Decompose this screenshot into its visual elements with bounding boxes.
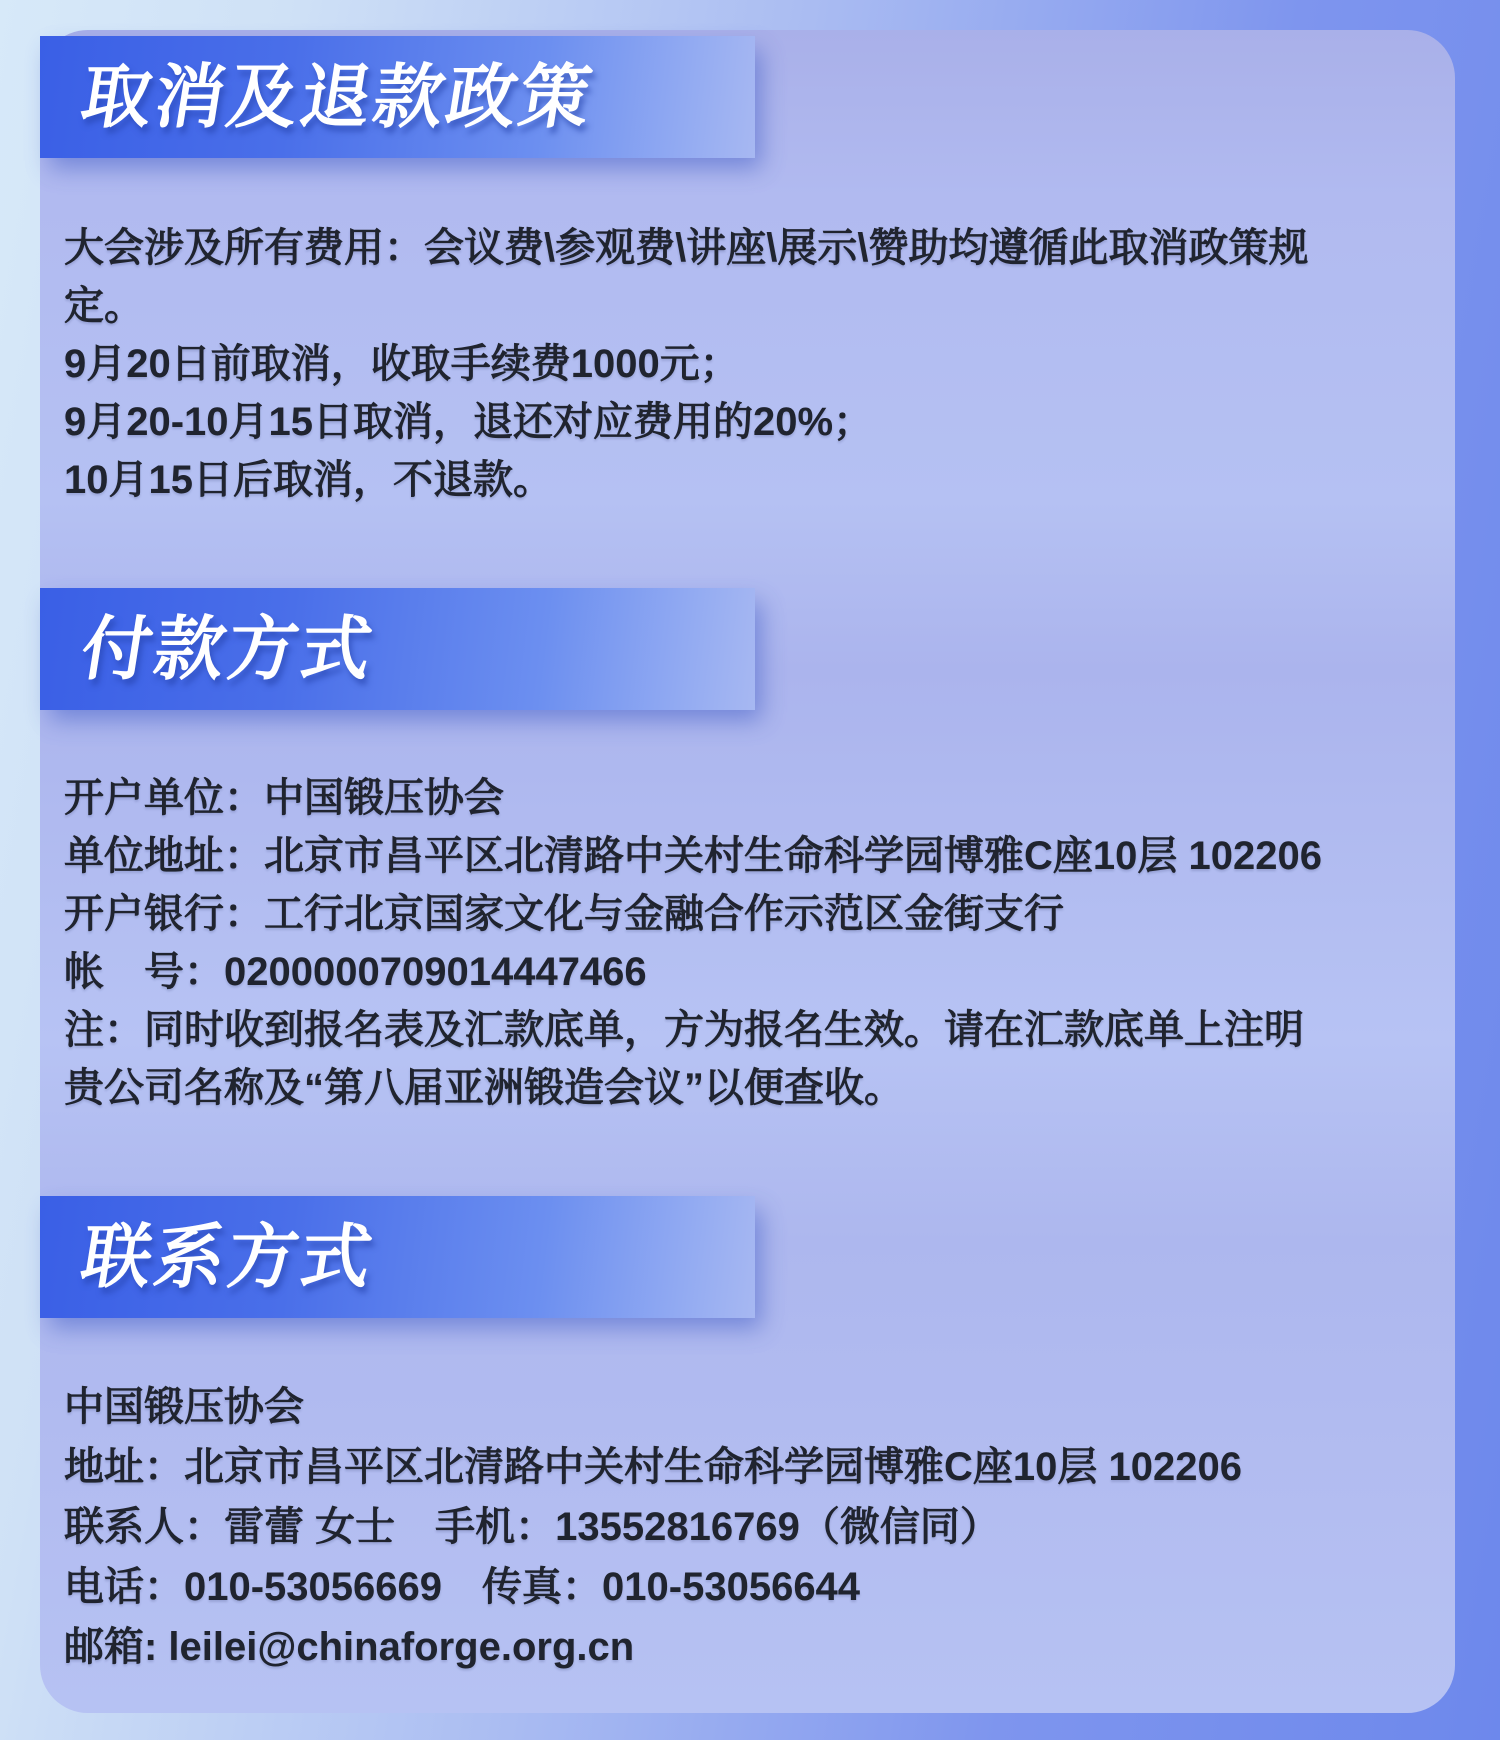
banner-cancellation-policy: [40, 36, 755, 158]
cancellation-policy-text: [64, 219, 1449, 509]
banner-payment-method: [40, 588, 755, 710]
section-title-payment-method: 付款方式: [75, 610, 381, 688]
banner-contact-info: [40, 1196, 755, 1318]
address-line: 地址：北京市昌平区北清路中关村生命科学园博雅C座10层 102206: [64, 1445, 1242, 1489]
email-line: 邮箱: leilei@chinaforge.org.cn: [64, 1625, 635, 1669]
text-line: 单位地址：北京市昌平区北清路中关村生命科学园博雅C座10层 102206: [64, 834, 1322, 878]
text-line: 注：同时收到报名表及汇款底单，方为报名生效。请在汇款底单上注明: [64, 1008, 1304, 1052]
text-line: 9月20-10月15日取消，退还对应费用的20%；: [64, 400, 874, 444]
organization-name: 中国锻压协会: [64, 1385, 304, 1429]
section-title-cancellation-policy: 取消及退款政策: [75, 58, 600, 136]
contact-info-text: [64, 1377, 1449, 1677]
phone-fax-line: 电话：010-53056669 传真：010-53056644: [64, 1565, 861, 1609]
text-line: 开户单位：中国锻压协会: [64, 776, 504, 820]
section-title-contact-info: 联系方式: [75, 1218, 381, 1296]
payment-method-text: [64, 769, 1449, 1117]
content-card: [40, 30, 1455, 1713]
text-line: 贵公司名称及“第八届亚洲锻造会议”以便查收。: [64, 1066, 904, 1110]
text-line: 大会涉及所有费用：会议费\参观费\讲座\展示\赞助均遵循此取消政策规: [64, 226, 1309, 270]
text-line: 9月20日前取消，收取手续费1000元；: [64, 342, 740, 386]
text-line: 10月15日后取消，不退款。: [64, 458, 553, 502]
text-line: 定。: [64, 284, 144, 328]
contact-person-line: 联系人：雷蕾 女士 手机：13552816769（微信同）: [64, 1505, 1000, 1549]
bank-account-number: 帐 号：0200000709014447466: [64, 950, 647, 994]
text-line: 开户银行：工行北京国家文化与金融合作示范区金街支行: [64, 892, 1064, 936]
